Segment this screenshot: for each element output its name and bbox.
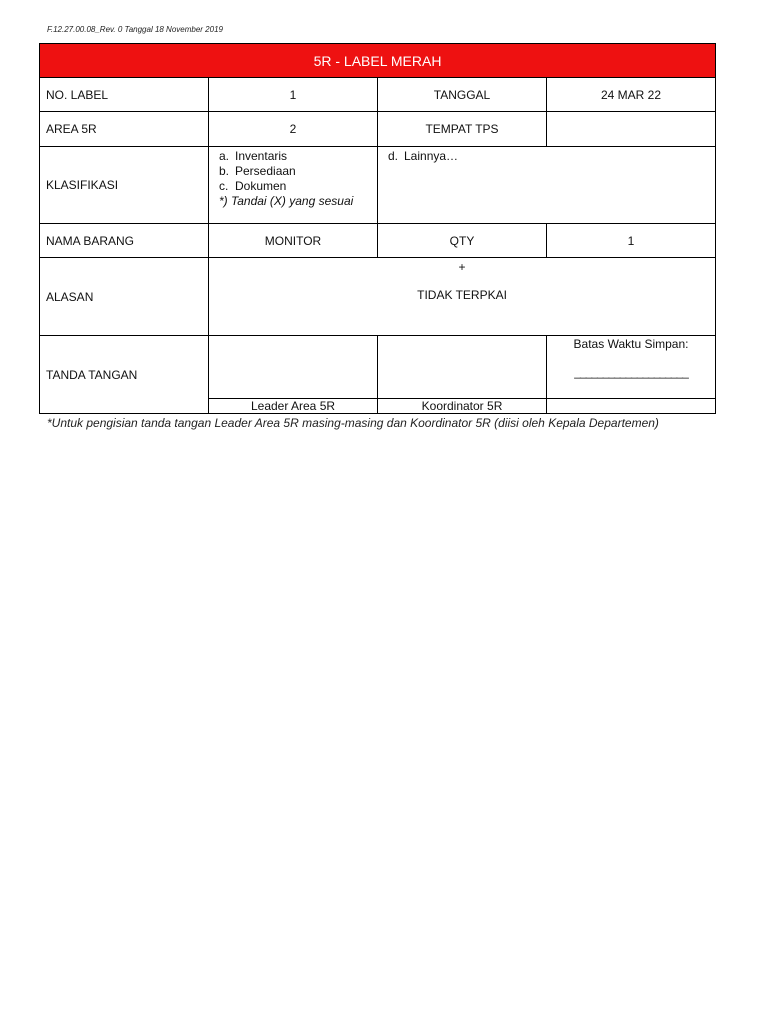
klasifikasi-other: d. Lainnya… (378, 147, 716, 224)
nama-barang-label: NAMA BARANG (40, 224, 209, 258)
area-label: AREA 5R (40, 112, 209, 147)
label-merah-form (39, 43, 716, 414)
tanda-tangan-label: TANDA TANGAN (40, 336, 209, 414)
klasifikasi-option: c. Dokumen (219, 179, 287, 193)
koordinator-signature-box[interactable] (378, 336, 547, 399)
klasifikasi-option: b. Persediaan (219, 164, 296, 178)
document-reference: F.12.27.00.08_Rev. 0 Tanggal 18 November 2019 (47, 25, 223, 34)
batas-waktu-cell (547, 336, 716, 399)
klasifikasi-option: a. Inventaris (219, 149, 288, 163)
tanggal-value: 24 MAR 22 (547, 78, 716, 112)
tanggal-label: TANGGAL (378, 78, 547, 112)
nama-barang-value: MONITOR (209, 224, 378, 258)
tempat-tps-label: TEMPAT TPS (378, 112, 547, 147)
koordinator-label: Koordinator 5R (378, 399, 547, 414)
plus-mark: + (458, 260, 466, 274)
batas-waktu-footer (547, 399, 716, 414)
klasifikasi-options (209, 147, 378, 224)
alasan-value: TIDAK TERPKAI (417, 288, 507, 302)
alasan-value-cell (209, 258, 716, 336)
no-label-value: 1 (209, 78, 378, 112)
klasifikasi-note: *) Tandai (X) yang sesuai (219, 194, 354, 208)
area-value: 2 (209, 112, 378, 147)
tempat-tps-value (547, 112, 716, 147)
klasifikasi-label: KLASIFIKASI (40, 147, 209, 224)
qty-value: 1 (547, 224, 716, 258)
footnote: *Untuk pengisian tanda tangan Leader Area 5R masing-masing dan Koordinator 5R (diisi oleh Kepala Departemen) (47, 416, 659, 430)
leader-signature-box[interactable] (209, 336, 378, 399)
batas-waktu-label: Batas Waktu Simpan: (573, 337, 689, 351)
form-title: 5R - LABEL MERAH (40, 44, 716, 78)
batas-waktu-line[interactable]: ____________________ (574, 365, 688, 379)
no-label-label: NO. LABEL (40, 78, 209, 112)
leader-area-label: Leader Area 5R (209, 399, 378, 414)
qty-label: QTY (378, 224, 547, 258)
alasan-label: ALASAN (40, 258, 209, 336)
